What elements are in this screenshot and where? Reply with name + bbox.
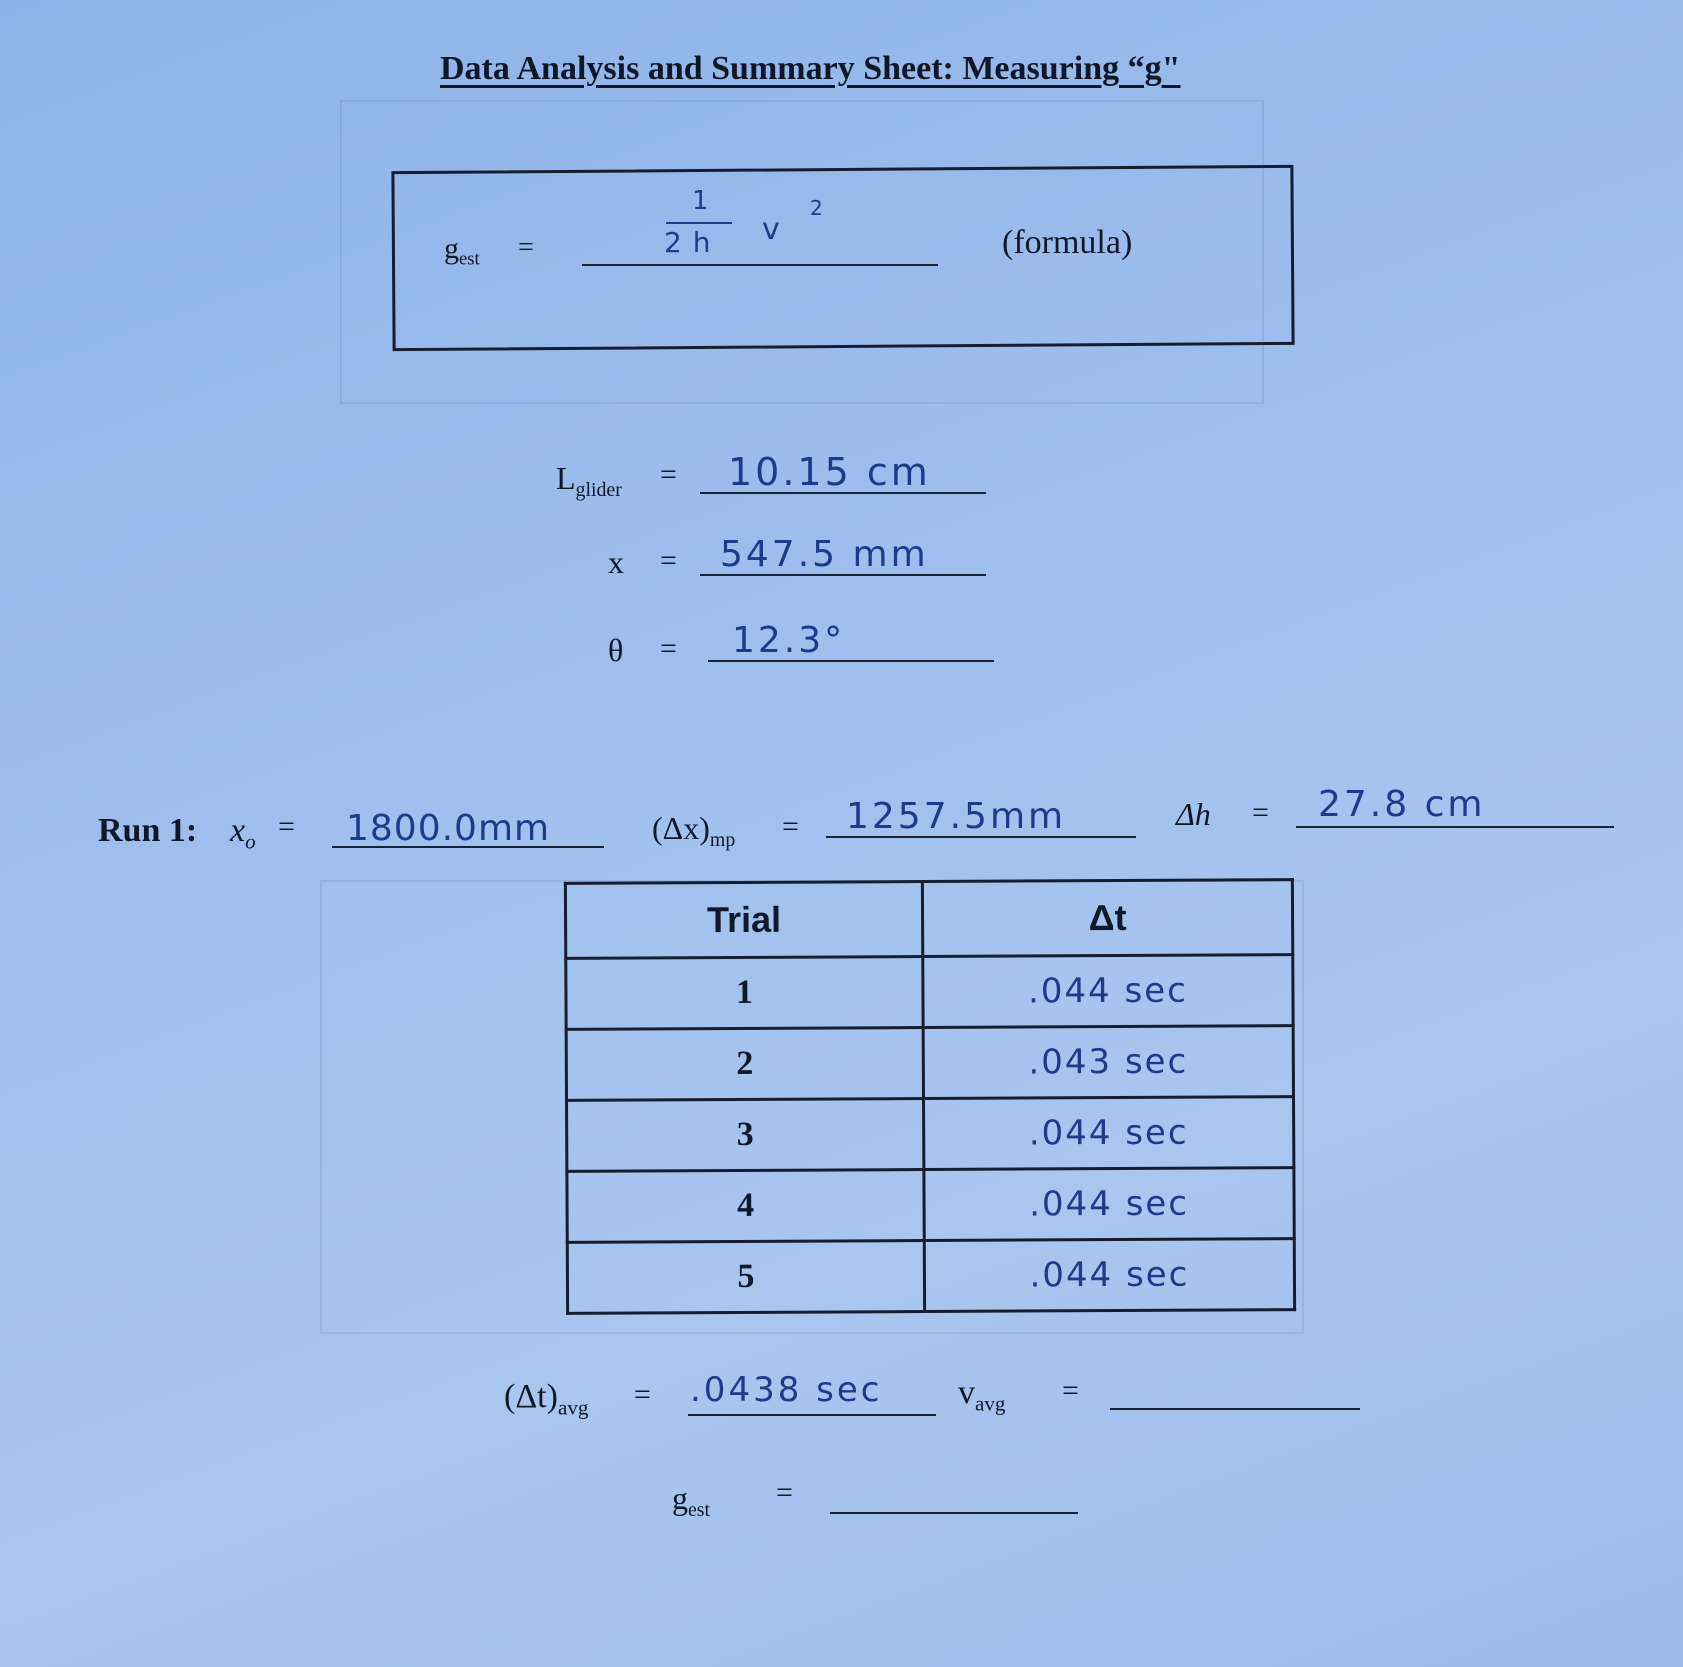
formula-exponent: 2 [810, 196, 826, 220]
run-label: Run 1: [98, 812, 198, 849]
v-avg-line [1110, 1408, 1360, 1410]
x0-equals: = [278, 810, 295, 843]
dt-avg-value: .0438 sec [690, 1370, 883, 1410]
trial-dt: .044 sec [924, 1097, 1294, 1170]
formula-variable: v [762, 212, 783, 247]
x-value: 547.5 mm [720, 534, 929, 575]
dh-equals: = [1252, 796, 1269, 829]
g-est-line [830, 1512, 1078, 1514]
trial-dt: .044 sec [924, 1239, 1294, 1312]
x-label: x [608, 544, 624, 580]
dh-value: 27.8 cm [1318, 784, 1486, 825]
page-title: Data Analysis and Summary Sheet: Measuring “g" [440, 50, 1181, 87]
v-avg-equals: = [1062, 1374, 1079, 1407]
trial-number: 3 [567, 1099, 924, 1172]
formula-denominator: 2 h [664, 226, 712, 259]
g-est-equals: = [776, 1476, 793, 1509]
formula-numerator: 1 [692, 186, 712, 216]
table-row [567, 1168, 1294, 1243]
table-row [566, 955, 1293, 1030]
dx-value: 1257.5mm [846, 796, 1067, 837]
trial-table [564, 878, 1296, 1315]
formula-answer-line [582, 264, 938, 266]
l-glider-value: 10.15 cm [728, 450, 931, 494]
trial-number: 5 [567, 1241, 924, 1314]
trial-number: 4 [567, 1170, 924, 1243]
l-glider-equals: = [660, 458, 677, 491]
trial-number: 2 [566, 1028, 923, 1101]
v-avg-label: $v_{avg}$ [958, 1374, 1006, 1416]
table-header-row [565, 880, 1292, 959]
table-row [567, 1097, 1294, 1172]
theta-value: 12.3° [732, 620, 846, 661]
theta-equals: = [660, 632, 677, 665]
trial-number: 1 [566, 957, 923, 1030]
formula-equals: = [518, 232, 534, 263]
formula-note: (formula) [1002, 224, 1133, 261]
x0-value: 1800.0mm [346, 808, 551, 849]
trial-dt: .044 sec [923, 955, 1293, 1028]
dh-line [1296, 826, 1614, 828]
g-est-label: $g_{est}$ [672, 1480, 711, 1521]
dt-avg-label: $(\Delta t)_{avg}$ [504, 1378, 589, 1420]
table-row [566, 1026, 1293, 1101]
x-equals: = [660, 544, 677, 577]
table-row [567, 1239, 1294, 1314]
dt-avg-equals: = [634, 1378, 651, 1411]
dx-equals: = [782, 810, 799, 843]
dx-label: $(\Delta x)_{mp}$ [652, 810, 736, 851]
l-glider-label: $L_{glider}$ [556, 460, 622, 501]
x0-label: $x_o$ [230, 812, 256, 854]
formula-label: $g_{est}$ [444, 232, 480, 270]
formula-fraction-bar [666, 222, 732, 224]
dt-avg-line [688, 1414, 936, 1416]
header-dt: Δt [922, 880, 1292, 957]
header-trial: Trial [565, 882, 922, 959]
trial-dt: .044 sec [924, 1168, 1294, 1241]
theta-label: θ [608, 632, 624, 668]
trial-dt: .043 sec [923, 1026, 1293, 1099]
dh-label: Δh [1176, 796, 1211, 832]
